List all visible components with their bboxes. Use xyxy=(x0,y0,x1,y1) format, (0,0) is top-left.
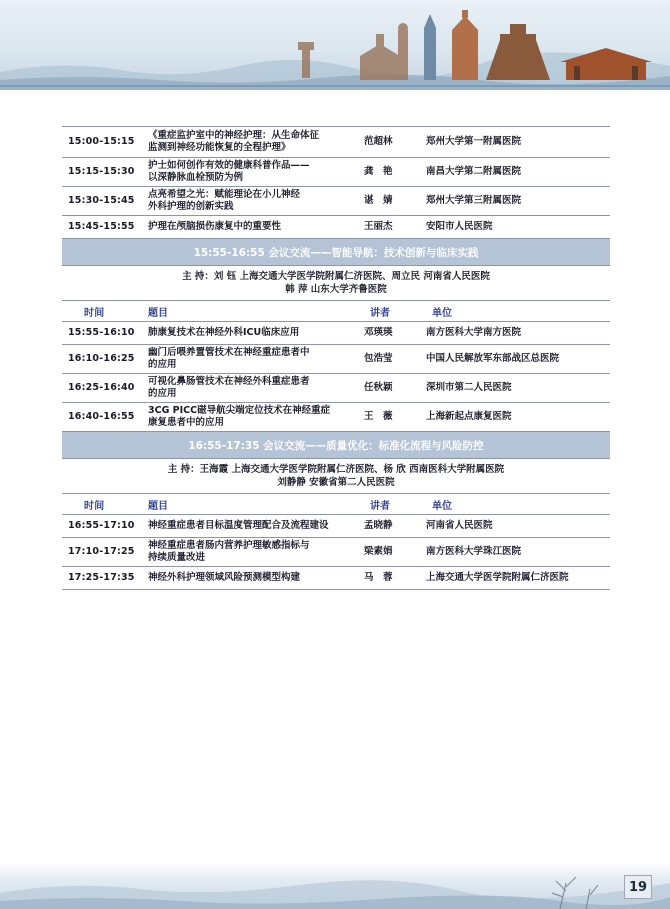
row-speaker: 孟晓静 xyxy=(364,520,393,531)
row-time: 16:40-16:55 xyxy=(68,411,135,422)
row-time: 15:30-15:45 xyxy=(68,195,135,206)
row-title: 护理在颅脑损伤康复中的重要性 xyxy=(148,221,282,232)
col-title-header: 题目 xyxy=(148,307,168,319)
schedule-row xyxy=(62,345,610,374)
row-unit: 上海新起点康复医院 xyxy=(426,411,512,422)
schedule-row xyxy=(62,374,610,403)
row-unit: 郑州大学第三附属医院 xyxy=(426,195,522,206)
row-unit: 郑州大学第一附属医院 xyxy=(426,136,522,147)
col-time-header: 时间 xyxy=(84,500,105,512)
row-speaker: 任秋颖 xyxy=(364,382,393,393)
row-speaker: 邓瑛瑛 xyxy=(364,327,393,338)
page-number: 19 xyxy=(624,875,652,899)
col-unit-header: 单位 xyxy=(432,307,452,319)
row-time: 17:10-17:25 xyxy=(68,546,135,557)
row-speaker: 龚 艳 xyxy=(364,166,393,177)
schedule-row xyxy=(62,567,610,590)
row-time: 15:45-15:55 xyxy=(68,221,135,232)
schedule-row xyxy=(62,538,610,567)
schedule-row xyxy=(62,126,610,158)
col-speaker-header: 讲者 xyxy=(370,500,390,512)
row-unit: 南昌大学第二附属医院 xyxy=(426,166,522,177)
row-time: 15:00-15:15 xyxy=(68,136,135,147)
schedule-row xyxy=(62,515,610,538)
row-time: 15:55-16:10 xyxy=(68,327,135,338)
schedule-row xyxy=(62,403,610,432)
row-unit: 安阳市人民医院 xyxy=(426,221,493,232)
chair-line: 刘静静 安徽省第二人民医院 xyxy=(277,477,395,488)
session-heading: 15:55-16:55 会议交流——智能导航：技术创新与临床实践 xyxy=(62,239,610,266)
row-time: 15:15-15:30 xyxy=(68,166,135,177)
schedule-row xyxy=(62,187,610,216)
row-time: 17:25-17:35 xyxy=(68,572,135,583)
header-skyline-banner xyxy=(0,0,670,90)
session-chairs xyxy=(62,459,610,493)
footer-landscape-banner xyxy=(0,863,670,909)
row-speaker: 马 蓉 xyxy=(364,572,393,583)
schedule-content xyxy=(62,126,610,590)
row-speaker: 谌 婧 xyxy=(364,195,393,206)
row-unit: 南方医科大学南方医院 xyxy=(426,327,522,338)
row-title: 幽门后喂养置管技术在神经重症患者中 的应用 xyxy=(148,347,310,370)
col-unit-header: 单位 xyxy=(432,500,452,512)
row-unit: 中国人民解放军东部战区总医院 xyxy=(426,353,560,364)
col-time-header: 时间 xyxy=(84,307,105,319)
session-heading: 16:55-17:35 会议交流——质量优化：标准化流程与风险防控 xyxy=(62,432,610,459)
row-title: 《重症监护室中的神经护理：从生命体征 监测到神经功能恢复的全程护理》 xyxy=(148,130,320,153)
row-unit: 深圳市第二人民医院 xyxy=(426,382,512,393)
row-title: 肺康复技术在神经外科ICU临床应用 xyxy=(148,327,300,338)
chair-line: 韩 萍 山东大学齐鲁医院 xyxy=(285,284,387,295)
row-speaker: 王 薇 xyxy=(364,411,393,422)
col-title-header: 题目 xyxy=(148,500,168,512)
row-speaker: 包浩莹 xyxy=(364,353,393,364)
row-speaker: 王丽杰 xyxy=(364,221,393,232)
table-header xyxy=(62,300,610,322)
row-speaker: 范超林 xyxy=(364,136,393,147)
row-time: 16:10-16:25 xyxy=(68,353,135,364)
row-title: 神经重症患者目标温度管理配合及流程建设 xyxy=(148,520,329,531)
chair-line: 主 持：刘 钰 上海交通大学医学院附属仁济医院、周立民 河南省人民医院 xyxy=(182,271,490,282)
row-title: 可视化鼻肠管技术在神经外科重症患者 的应用 xyxy=(148,376,310,399)
row-title: 点亮希望之光：赋能理论在小儿神经 外科护理的创新实践 xyxy=(148,189,301,212)
session-chairs xyxy=(62,266,610,300)
schedule-row xyxy=(62,158,610,187)
row-title: 3CG PICC磁导航尖端定位技术在神经重症 康复患者中的应用 xyxy=(148,405,331,428)
schedule-row xyxy=(62,322,610,345)
row-title: 神经重症患者肠内营养护理敏感指标与 持续质量改进 xyxy=(148,540,310,563)
row-title: 护士如何创作有效的健康科普作品—— 以深静脉血栓预防为例 xyxy=(148,160,310,183)
row-unit: 上海交通大学医学院附属仁济医院 xyxy=(426,572,569,583)
table-header xyxy=(62,493,610,515)
row-speaker: 梁素娟 xyxy=(364,546,393,557)
row-title: 神经外科护理领域风险预测模型构建 xyxy=(148,572,301,583)
row-unit: 河南省人民医院 xyxy=(426,520,493,531)
col-speaker-header: 讲者 xyxy=(370,307,390,319)
row-time: 16:55-17:10 xyxy=(68,520,135,531)
row-unit: 南方医科大学珠江医院 xyxy=(426,546,522,557)
row-time: 16:25-16:40 xyxy=(68,382,135,393)
chair-line: 主 持：王海霞 上海交通大学医学院附属仁济医院、杨 欣 西南医科大学附属医院 xyxy=(167,464,505,475)
schedule-row xyxy=(62,216,610,239)
